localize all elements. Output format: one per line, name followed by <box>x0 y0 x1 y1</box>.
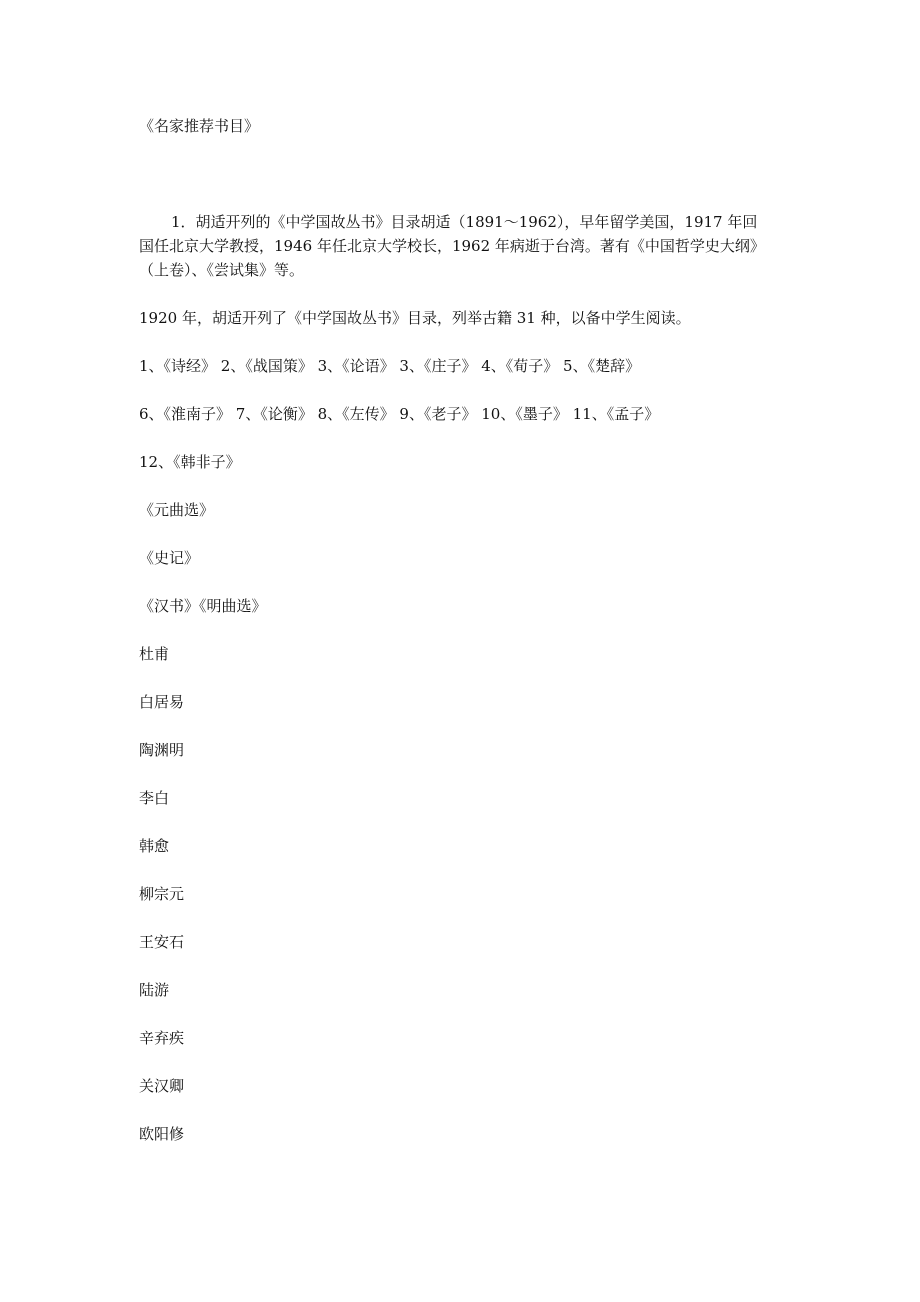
author-item: 陶渊明 <box>139 741 185 759</box>
author-item: 李白 <box>139 789 170 807</box>
author-item: 欧阳修 <box>139 1125 185 1143</box>
author-item: 关汉卿 <box>139 1077 185 1095</box>
author-item: 陆游 <box>139 981 170 999</box>
book-item: 《史记》 <box>139 549 200 567</box>
book-list-row-2: 6、《淮南子》 7、《论衡》 8、《左传》 9、《老子》 10、《墨子》 11、《孟子》 <box>139 405 660 423</box>
document-title: 《名家推荐书目》 <box>139 117 260 135</box>
catalog-note: 1920 年，胡适开列了《中学国故丛书》目录，列举古籍 31 种，以备中学生阅读。 <box>139 309 691 327</box>
book-item: 《元曲选》 <box>139 501 215 519</box>
intro-line-1: 1．胡适开列的《中学国故丛书》目录胡适（1891～1962），早年留学美国，1917 年回 <box>171 213 758 231</box>
author-item: 王安石 <box>139 933 185 951</box>
intro-line-3: （上卷）、《尝试集》等。 <box>139 261 305 279</box>
author-item: 柳宗元 <box>139 885 185 903</box>
book-item: 《汉书》《明曲选》 <box>139 597 267 615</box>
book-list-row-3: 12、《韩非子》 <box>139 453 241 471</box>
author-item: 韩愈 <box>139 837 170 855</box>
author-item: 白居易 <box>139 693 185 711</box>
book-list-row-1: 1、《诗经》 2、《战国策》 3、《论语》 3、《庄子》 4、《荀子》 5、《楚辞》 <box>139 357 641 375</box>
author-item: 辛弃疾 <box>139 1029 185 1047</box>
author-item: 杜甫 <box>139 645 170 663</box>
intro-line-2: 国任北京大学教授，1946 年任北京大学校长，1962 年病逝于台湾。著有《中国哲学史大纲》 <box>139 237 765 255</box>
